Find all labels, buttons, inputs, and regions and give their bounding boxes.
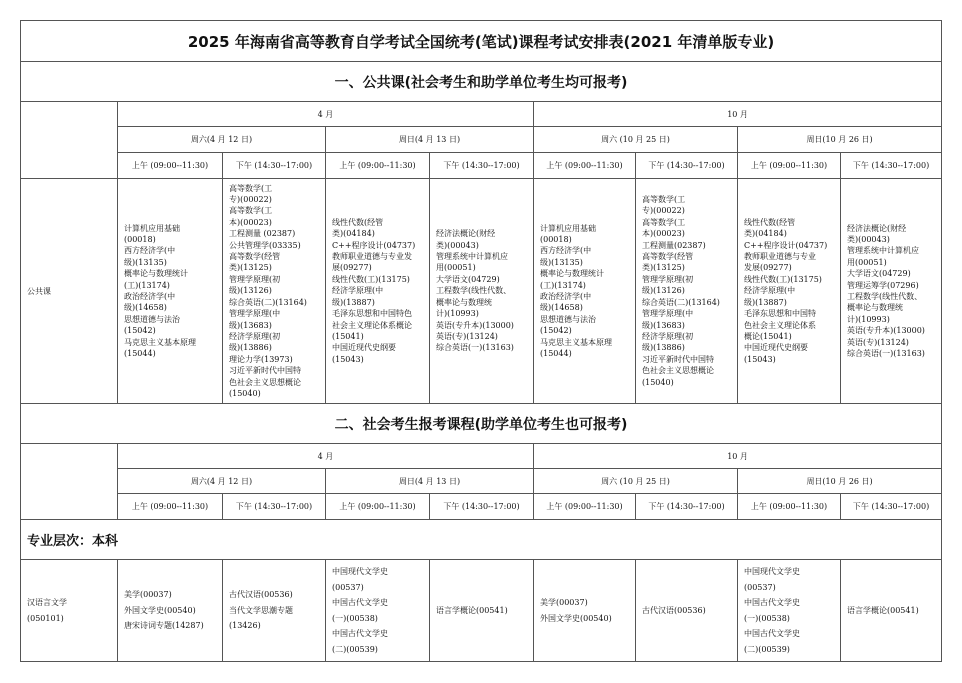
course-line: 理论力学(13973): [229, 354, 293, 364]
course-line: 概率论与数理统计: [124, 269, 188, 279]
day-apr-12: 周六(4 月 12 日): [118, 469, 326, 494]
course-line: 英语(专)(13124): [847, 337, 909, 347]
course-line: 级)(13886): [642, 343, 685, 353]
course-line: 线性代数(经管: [744, 217, 796, 227]
course-line: 综合英语(二)(13164): [642, 297, 720, 307]
corner-blank: [21, 444, 118, 520]
course-line: (一)(00538): [332, 613, 378, 623]
course-line: 专)(00022): [642, 206, 685, 216]
course-line: 级)(13887): [332, 297, 375, 307]
course-line: 高等数学(工: [642, 195, 686, 205]
course-line: 级)(13683): [229, 320, 272, 330]
course-line: 英语(专升本)(13000): [436, 320, 514, 330]
session-pm: 下午 (14:30--17:00): [841, 153, 942, 179]
course-line: 大学语文(04729): [436, 274, 500, 284]
course-line: 概率论与数理统计: [540, 269, 604, 279]
day-oct-26: 周日(10 月 26 日): [738, 127, 942, 153]
course-line: 类)(00043): [847, 234, 890, 244]
course-line: 经济学原理(初: [229, 331, 281, 341]
session-pm: 下午 (14:30--17:00): [223, 153, 326, 179]
month-april: 4 月: [118, 444, 534, 469]
course-line: 本)(00023): [642, 229, 685, 239]
course-line: 计)(10993): [436, 309, 479, 319]
course-line: 级)(13683): [642, 320, 685, 330]
course-line: (二)(00539): [332, 644, 378, 654]
course-line: 美学(00037): [540, 598, 588, 607]
course-line: 西方经济学(中: [540, 246, 592, 256]
course-line: 用(00051): [847, 257, 887, 267]
course-line: 级)(13887): [744, 297, 787, 307]
day-apr-13: 周日(4 月 13 日): [326, 469, 534, 494]
course-line: 管理学原理(初: [642, 274, 694, 284]
page-title: 2025 年海南省高等教育自学考试全国统考(笔试)课程考试安排表(2021 年清单版专业): [21, 21, 942, 62]
corner-blank: [21, 102, 118, 179]
course-line: 外国文学史(00540): [124, 605, 196, 615]
course-line: 中国古代文学史: [744, 598, 800, 607]
course-cell: [738, 560, 841, 662]
course-line: (工)(13174): [540, 280, 586, 290]
session-am: 上午 (09:00--11:30): [326, 153, 430, 179]
day-apr-12: 周六(4 月 12 日): [118, 127, 326, 153]
course-line: 线性代数(工)(13175): [744, 274, 822, 284]
course-cell: [118, 560, 223, 662]
course-line: 用(00051): [436, 263, 476, 273]
course-line: 类)(13125): [642, 263, 685, 273]
course-line: 外国文学史(00540): [540, 613, 612, 623]
course-cell: [223, 560, 326, 662]
course-line: 概率论与数理统: [847, 303, 903, 313]
course-line: 概率论与数理统: [436, 297, 492, 307]
session-am: 上午 (09:00--11:30): [118, 494, 223, 520]
course-line: (15043): [744, 354, 776, 364]
course-line: 类)(04184): [744, 229, 787, 239]
course-line: 教师职业道德与专业: [744, 252, 816, 262]
session-pm: 下午 (14:30--17:00): [223, 494, 326, 520]
course-line: 中国古代文学史: [744, 629, 800, 638]
course-line: (15044): [124, 349, 156, 359]
course-line: 西方经济学(中: [124, 246, 176, 256]
course-line: 中国古代文学史: [332, 598, 388, 607]
day-apr-13: 周日(4 月 13 日): [326, 127, 534, 153]
course-cell: [118, 179, 223, 404]
course-line: 思想道德与法治: [540, 314, 596, 324]
course-line: 概论(15041): [744, 331, 792, 341]
course-line: 唐宋诗词专题(14287): [124, 621, 204, 631]
session-am: 上午 (09:00--11:30): [738, 494, 841, 520]
course-line: 类)(13125): [229, 263, 272, 273]
course-line: 经济法概论(财经: [847, 223, 907, 233]
course-line: 毛泽东思想和中国特: [744, 309, 816, 319]
course-line: 色社会主义思想概论: [229, 377, 301, 387]
course-line: (00537): [744, 582, 776, 592]
course-line: (00018): [124, 234, 156, 244]
course-line: 本)(00023): [229, 217, 272, 227]
course-line: 公共管理学(03335): [229, 240, 301, 250]
course-line: C++程序设计(04737): [744, 240, 828, 250]
course-line: 色社会主义思想概论: [642, 366, 714, 376]
course-cell: [430, 560, 534, 662]
session-pm: 下午 (14:30--17:00): [430, 494, 534, 520]
course-line: 级)(13886): [229, 343, 272, 353]
section-public-heading: 一、公共课(社会考生和助学单位考生均可报考): [21, 62, 942, 102]
course-line: 政治经济学(中: [540, 292, 592, 301]
course-line: 级)(14658): [540, 303, 583, 313]
session-am: 上午 (09:00--11:30): [534, 153, 636, 179]
course-line: 展(09277): [332, 263, 372, 273]
course-line: 级)(13135): [540, 257, 583, 267]
course-line: 管理学原理(初: [229, 274, 281, 284]
course-line: 古代汉语(00536): [642, 605, 706, 615]
exam-schedule-page: [20, 20, 941, 683]
course-line: (15043): [332, 354, 364, 364]
course-line: (工)(13174): [124, 280, 170, 290]
month-october: 10 月: [534, 444, 942, 469]
session-pm: 下午 (14:30--17:00): [841, 494, 942, 520]
course-cell: [636, 560, 738, 662]
course-cell: [430, 179, 534, 404]
course-cell: [534, 560, 636, 662]
session-pm: 下午 (14:30--17:00): [636, 494, 738, 520]
course-cell: [636, 179, 738, 404]
course-line: 管理学原理(中: [642, 309, 694, 319]
day-oct-25: 周六 (10 月 25 日): [534, 469, 738, 494]
course-line: (15041): [332, 331, 364, 341]
section-social-heading: 二、社会考生报考课程(助学单位考生也可报考): [21, 404, 942, 444]
course-line: 线性代数(经管: [332, 217, 384, 227]
course-line: C++程序设计(04737): [332, 240, 416, 250]
course-line: (15044): [540, 349, 572, 359]
level-heading: 专业层次：本科: [21, 520, 942, 560]
course-line: 马克思主义基本原理: [124, 337, 196, 347]
day-oct-26: 周日(10 月 26 日): [738, 469, 942, 494]
course-line: 高等数学(经管: [229, 252, 281, 262]
course-cell: [223, 179, 326, 404]
course-cell: [326, 179, 430, 404]
course-line: 经济学原理(中: [744, 286, 796, 296]
course-line: 中国现代文学史: [332, 567, 388, 576]
course-line: 美学(00037): [124, 590, 172, 600]
session-pm: 下午 (14:30--17:00): [636, 153, 738, 179]
course-line: 综合英语(二)(13164): [229, 297, 307, 307]
course-line: 管理运筹学(07296): [847, 280, 919, 290]
course-line: (00537): [332, 582, 364, 592]
course-line: 综合英语(一)(13163): [847, 349, 925, 359]
course-line: (15042): [540, 326, 572, 336]
course-line: 计算机应用基础: [540, 223, 596, 233]
session-am: 上午 (09:00--11:30): [118, 153, 223, 179]
course-line: 英语(专升本)(13000): [847, 326, 925, 336]
course-line: 色社会主义理论体系: [744, 320, 816, 330]
course-cell: [738, 179, 841, 404]
course-line: 中国近现代史纲要: [744, 343, 808, 353]
course-line: (15042): [124, 326, 156, 336]
course-cell: [534, 179, 636, 404]
course-cell: [841, 560, 942, 662]
course-line: 管理学原理(中: [229, 309, 281, 319]
course-line: 政治经济学(中: [124, 292, 176, 301]
course-line: 级)(13126): [229, 286, 272, 296]
course-line: (一)(00538): [744, 613, 790, 623]
course-line: (15040): [229, 388, 261, 398]
course-line: 语言学概论(00541): [436, 605, 508, 615]
course-line: 级)(13135): [124, 257, 167, 267]
course-line: 当代文学思潮专题: [229, 605, 293, 615]
course-line: 管理系统中计算机应: [847, 246, 919, 256]
course-line: 工程数学(线性代数、: [436, 286, 512, 296]
course-line: 英语(专)(13124): [436, 331, 498, 341]
course-line: 高等数学(工: [229, 183, 273, 193]
course-cell: [326, 560, 430, 662]
session-pm: 下午 (14:30--17:00): [430, 153, 534, 179]
major-title: 汉语言文学: [27, 598, 67, 607]
major-name: [21, 560, 118, 662]
session-am: 上午 (09:00--11:30): [738, 153, 841, 179]
course-line: 毛泽东思想和中国特色: [332, 309, 412, 319]
course-line: 社会主义理论体系概论: [332, 320, 412, 330]
course-line: 语言学概论(00541): [847, 605, 919, 615]
course-line: 经济学原理(中: [332, 286, 384, 296]
course-line: 计)(10993): [847, 314, 890, 324]
course-line: 古代汉语(00536): [229, 590, 293, 600]
major-code: (050101): [27, 613, 64, 623]
course-line: 级)(13126): [642, 286, 685, 296]
category-public: 公共课: [21, 179, 118, 404]
course-line: (00018): [540, 234, 572, 244]
course-line: 类)(00043): [436, 240, 479, 250]
day-oct-25: 周六 (10 月 25 日): [534, 127, 738, 153]
month-october: 10 月: [534, 102, 942, 127]
course-line: 级)(14658): [124, 303, 167, 313]
course-line: (15040): [642, 377, 674, 387]
course-line: 专)(00022): [229, 195, 272, 205]
course-line: 中国近现代史纲要: [332, 343, 396, 353]
course-line: (13426): [229, 621, 261, 631]
course-line: 中国现代文学史: [744, 567, 800, 576]
course-line: 发展(09277): [744, 263, 792, 273]
course-line: 马克思主义基本原理: [540, 337, 612, 347]
exam-schedule-table: [20, 20, 942, 662]
course-line: 经济法概论(财经: [436, 229, 496, 239]
session-am: 上午 (09:00--11:30): [534, 494, 636, 520]
course-line: 习近平新时代中国特: [229, 366, 301, 376]
course-line: 中国古代文学史: [332, 629, 388, 638]
course-line: 管理系统中计算机应: [436, 252, 508, 262]
course-line: (二)(00539): [744, 644, 790, 654]
course-line: 高等数学(经管: [642, 252, 694, 262]
course-line: 类)(04184): [332, 229, 375, 239]
course-cell: [841, 179, 942, 404]
month-april: 4 月: [118, 102, 534, 127]
course-line: 工程数学(线性代数、: [847, 292, 923, 301]
course-line: 计算机应用基础: [124, 223, 180, 233]
course-line: 综合英语(一)(13163): [436, 343, 514, 353]
course-line: 高等数学(工: [642, 217, 686, 227]
course-line: 经济学原理(初: [642, 331, 694, 341]
course-line: 思想道德与法治: [124, 314, 180, 324]
course-line: 习近平新时代中国特: [642, 354, 714, 364]
course-line: 工程测量(02387): [642, 240, 706, 250]
course-line: 高等数学(工: [229, 206, 273, 216]
course-line: 工程测量 (02387): [229, 229, 296, 239]
course-line: 线性代数(工)(13175): [332, 274, 410, 284]
course-line: 大学语文(04729): [847, 269, 911, 279]
session-am: 上午 (09:00--11:30): [326, 494, 430, 520]
course-line: 教师职业道德与专业发: [332, 252, 412, 262]
